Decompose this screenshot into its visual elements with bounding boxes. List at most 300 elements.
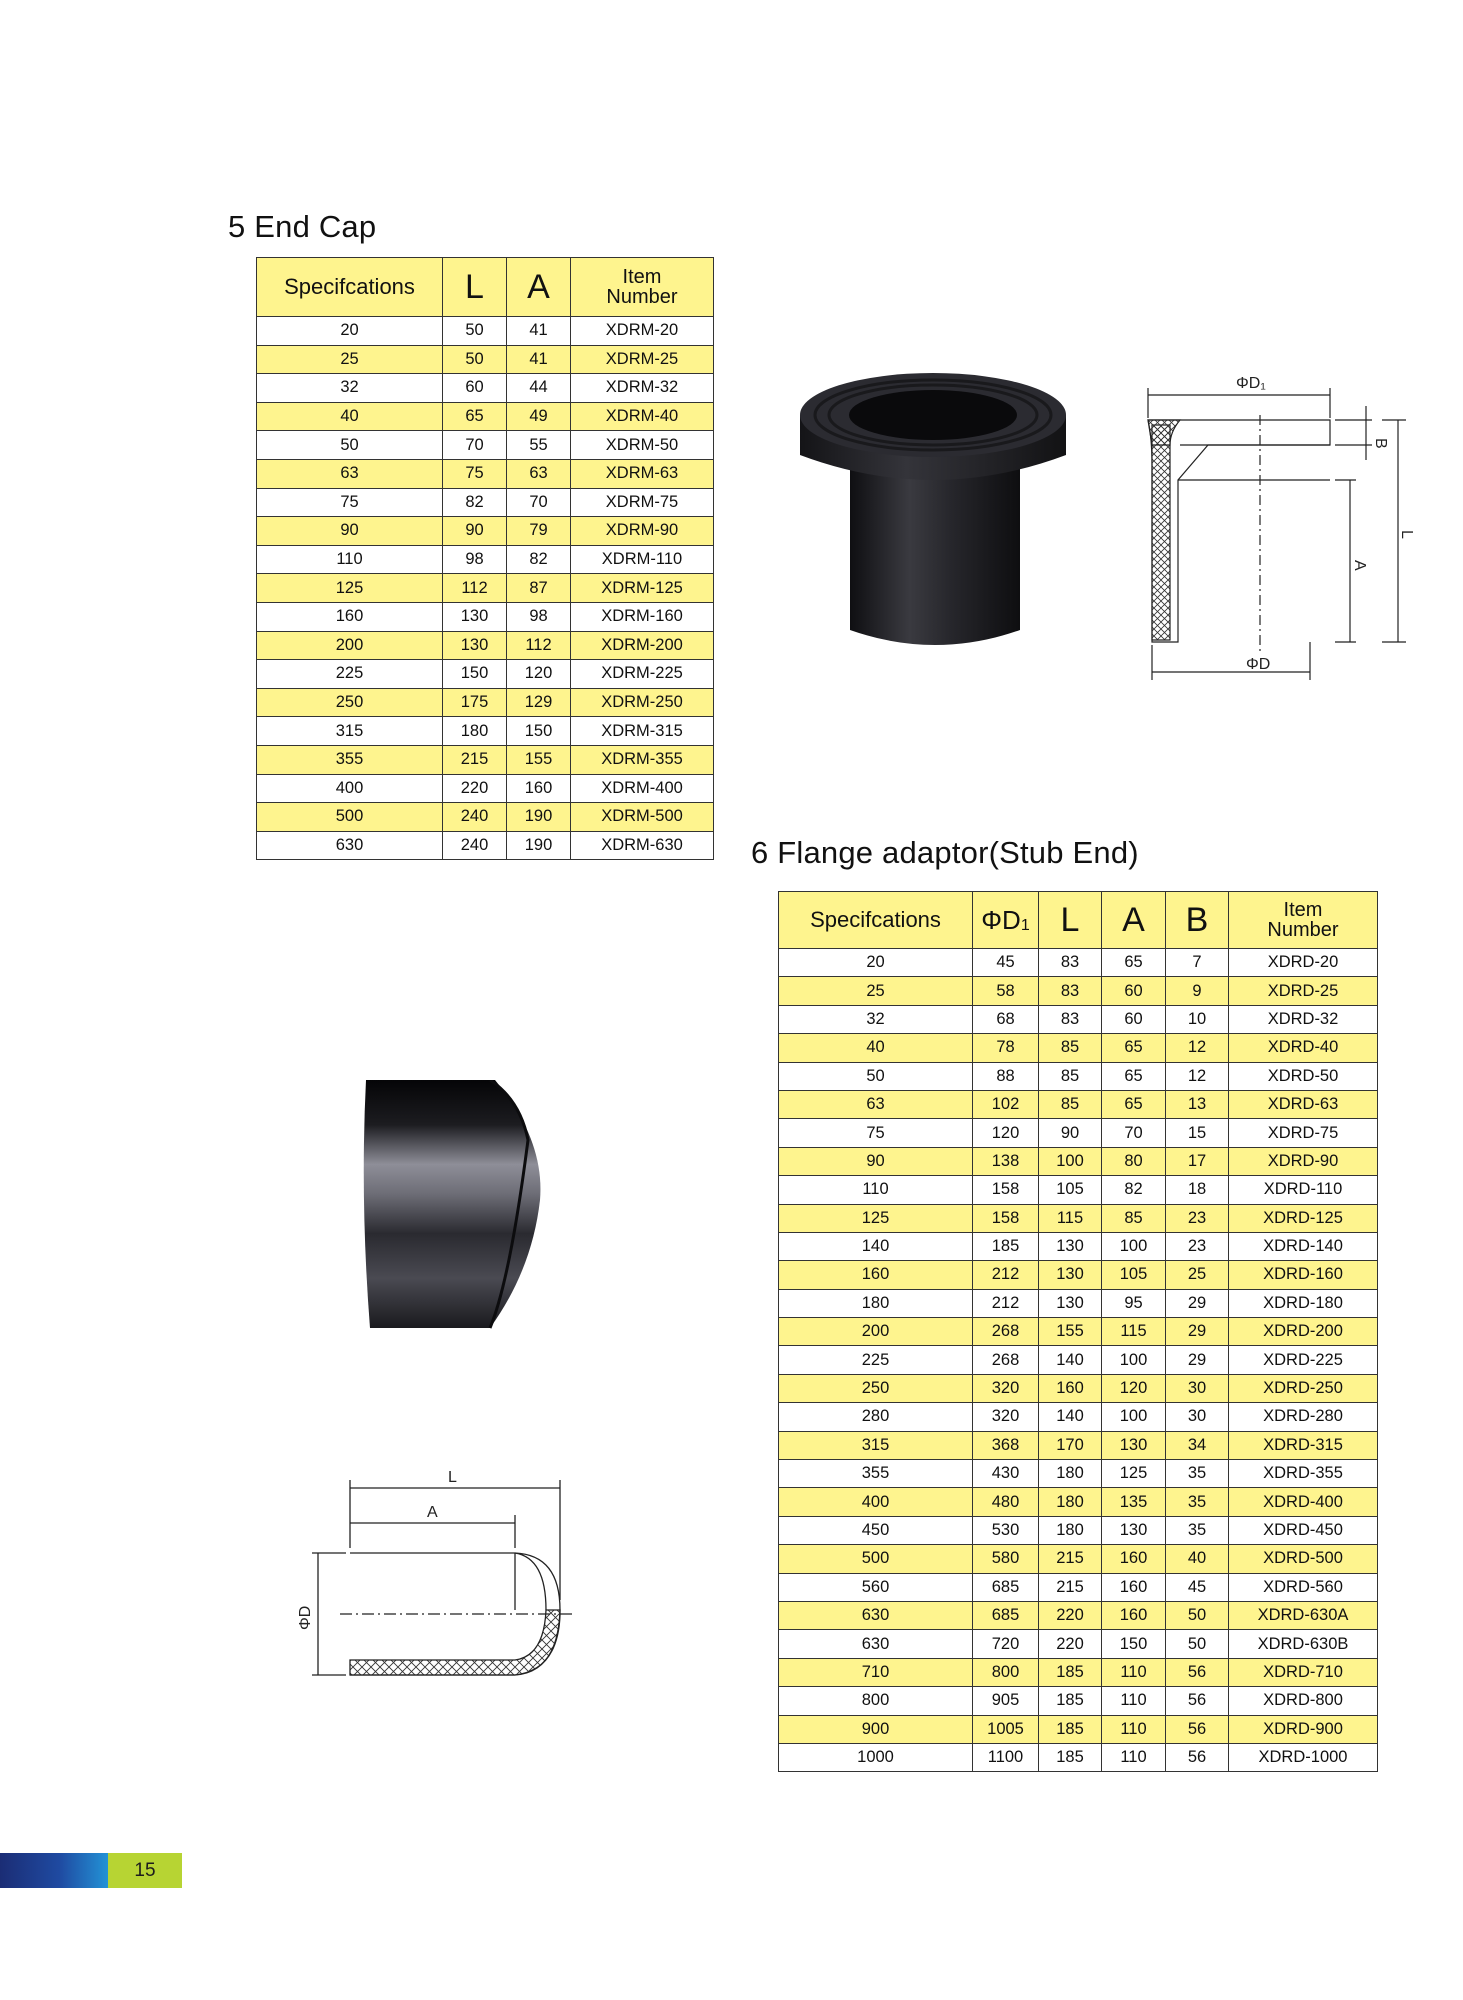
flange-adaptor-cell: 100: [1039, 1147, 1102, 1175]
end-cap-cell: 240: [443, 803, 507, 832]
flange-adaptor-cell: XDRD-560: [1229, 1573, 1378, 1601]
flange-adaptor-cell: XDRD-50: [1229, 1062, 1378, 1090]
flange-adaptor-cell: 110: [779, 1176, 973, 1204]
flange-adaptor-cell: 56: [1166, 1687, 1229, 1715]
flange-adaptor-cell: 320: [973, 1374, 1039, 1402]
flange-adaptor-cell: 82: [1102, 1176, 1166, 1204]
flange-adaptor-cell: 630: [779, 1630, 973, 1658]
table-row: [257, 631, 714, 660]
flange-diagram-label-d: ΦD: [1246, 656, 1271, 673]
flange-adaptor-cell: 200: [779, 1318, 973, 1346]
table-row: [779, 1743, 1378, 1771]
end-cap-cell: 110: [257, 545, 443, 574]
end-cap-cell: 355: [257, 745, 443, 774]
flange-adaptor-cell: XDRD-800: [1229, 1687, 1378, 1715]
flange-adaptor-cell: 80: [1102, 1147, 1166, 1175]
flange-adaptor-cell: 185: [1039, 1743, 1102, 1771]
flange-adaptor-cell: 185: [1039, 1658, 1102, 1686]
end-cap-cell: 120: [507, 660, 571, 689]
flange-adaptor-cell: 160: [1102, 1601, 1166, 1629]
flange-adaptor-cell: 215: [1039, 1545, 1102, 1573]
flange-adaptor-cell: 1005: [973, 1715, 1039, 1743]
flange-adaptor-cell: 50: [779, 1062, 973, 1090]
flange-adaptor-cell: 50: [1166, 1601, 1229, 1629]
flange-adaptor-cell: 88: [973, 1062, 1039, 1090]
footer-color-bar: [0, 1853, 108, 1888]
end-cap-cell: 180: [443, 717, 507, 746]
flange-adaptor-cell: 29: [1166, 1289, 1229, 1317]
table-row: [257, 517, 714, 546]
table-row: [779, 1005, 1378, 1033]
flange-adaptor-cell: 185: [973, 1232, 1039, 1260]
end-cap-cell: XDRM-225: [571, 660, 714, 689]
flange-adaptor-cell: 110: [1102, 1715, 1166, 1743]
flange-adaptor-cell: 30: [1166, 1374, 1229, 1402]
table-row: [257, 345, 714, 374]
table-row: [779, 1715, 1378, 1743]
flange-adaptor-cell: XDRD-75: [1229, 1119, 1378, 1147]
flange-adaptor-cell: XDRD-32: [1229, 1005, 1378, 1033]
page-number: 15: [108, 1853, 182, 1888]
flange-adaptor-cell: 160: [1039, 1374, 1102, 1402]
flange-adaptor-table-body: [779, 949, 1378, 1772]
flange-adaptor-cell: XDRD-25: [1229, 977, 1378, 1005]
flange-adaptor-cell: 9: [1166, 977, 1229, 1005]
end-cap-cell: 50: [443, 345, 507, 374]
flange-adaptor-title: 6 Flange adaptor(Stub End): [751, 835, 1139, 870]
flange-adaptor-cell: 65: [1102, 1090, 1166, 1118]
end-cap-table-body: [257, 317, 714, 860]
flange-adaptor-cell: 30: [1166, 1403, 1229, 1431]
flange-adaptor-cell: XDRD-710: [1229, 1658, 1378, 1686]
table-row: [257, 431, 714, 460]
end-cap-cell: 70: [443, 431, 507, 460]
end-cap-cell: 63: [257, 459, 443, 488]
table-row: [779, 1346, 1378, 1374]
flange-adaptor-cell: 65: [1102, 949, 1166, 977]
end-cap-cell: XDRM-40: [571, 402, 714, 431]
end-cap-cell: 90: [257, 517, 443, 546]
end-cap-header-0: Specifcations: [257, 258, 443, 317]
end-cap-cell: 500: [257, 803, 443, 832]
end-cap-cell: XDRM-63: [571, 459, 714, 488]
flange-adaptor-cell: 40: [779, 1034, 973, 1062]
flange-adaptor-cell: 500: [779, 1545, 973, 1573]
flange-adaptor-cell: 140: [1039, 1346, 1102, 1374]
flange-adaptor-cell: 29: [1166, 1318, 1229, 1346]
flange-adaptor-cell: 120: [1102, 1374, 1166, 1402]
end-cap-cell: 60: [443, 374, 507, 403]
table-row: [257, 488, 714, 517]
end-cap-cell: 55: [507, 431, 571, 460]
end-cap-cell: XDRM-160: [571, 602, 714, 631]
flange-adaptor-cell: XDRD-63: [1229, 1090, 1378, 1118]
end-cap-cell: 44: [507, 374, 571, 403]
table-row: [779, 1516, 1378, 1544]
flange-adaptor-cell: 180: [1039, 1460, 1102, 1488]
flange-adaptor-cell: XDRD-450: [1229, 1516, 1378, 1544]
end-cap-cell: XDRM-200: [571, 631, 714, 660]
flange-diagram-label-d1: ΦD₁: [1236, 375, 1266, 392]
flange-adaptor-cell: 280: [779, 1403, 973, 1431]
flange-adaptor-cell: 900: [779, 1715, 973, 1743]
end-cap-header-2: A: [507, 258, 571, 317]
end-cap-cell: 90: [443, 517, 507, 546]
table-row: [779, 1119, 1378, 1147]
flange-adaptor-header-3: A: [1102, 892, 1166, 949]
flange-adaptor-cell: 60: [1102, 977, 1166, 1005]
end-cap-cell: XDRM-355: [571, 745, 714, 774]
flange-adaptor-cell: 160: [1102, 1545, 1166, 1573]
table-row: [257, 574, 714, 603]
table-row: [779, 1090, 1378, 1118]
flange-adaptor-cell: 18: [1166, 1176, 1229, 1204]
flange-diagram-label-a: A: [1351, 560, 1368, 571]
flange-adaptor-cell: 685: [973, 1601, 1039, 1629]
flange-adaptor-cell: 25: [1166, 1261, 1229, 1289]
flange-adaptor-cell: XDRD-225: [1229, 1346, 1378, 1374]
flange-adaptor-cell: XDRD-250: [1229, 1374, 1378, 1402]
flange-adaptor-cell: 85: [1039, 1090, 1102, 1118]
end-cap-cell: 160: [507, 774, 571, 803]
flange-adaptor-cell: 115: [1039, 1204, 1102, 1232]
flange-adaptor-cell: 158: [973, 1176, 1039, 1204]
table-row: [779, 1687, 1378, 1715]
end-cap-cell: 75: [257, 488, 443, 517]
flange-adaptor-cell: 685: [973, 1573, 1039, 1601]
flange-adaptor-cell: 100: [1102, 1403, 1166, 1431]
table-row: [257, 374, 714, 403]
end-cap-cell: 150: [443, 660, 507, 689]
flange-adaptor-cell: 65: [1102, 1034, 1166, 1062]
end-cap-cell: 250: [257, 688, 443, 717]
end-cap-cell: XDRM-110: [571, 545, 714, 574]
end-cap-cell: 70: [507, 488, 571, 517]
table-row: [257, 831, 714, 860]
flange-adaptor-cell: 158: [973, 1204, 1039, 1232]
flange-adaptor-cell: 155: [1039, 1318, 1102, 1346]
flange-adaptor-cell: 10: [1166, 1005, 1229, 1033]
flange-adaptor-cell: XDRD-125: [1229, 1204, 1378, 1232]
end-cap-cell: XDRM-32: [571, 374, 714, 403]
end-cap-cell: 40: [257, 402, 443, 431]
end-cap-cell: 41: [507, 317, 571, 346]
flange-adaptor-header-2: L: [1039, 892, 1102, 949]
flange-adaptor-cell: 85: [1039, 1062, 1102, 1090]
table-row: [257, 602, 714, 631]
flange-adaptor-cell: 65: [1102, 1062, 1166, 1090]
flange-adaptor-cell: 180: [1039, 1488, 1102, 1516]
end-cap-cell: XDRM-400: [571, 774, 714, 803]
flange-adaptor-cell: 17: [1166, 1147, 1229, 1175]
flange-adaptor-cell: 100: [1102, 1346, 1166, 1374]
flange-adaptor-cell: XDRD-400: [1229, 1488, 1378, 1516]
flange-adaptor-cell: 580: [973, 1545, 1039, 1573]
flange-adaptor-header-4: B: [1166, 892, 1229, 949]
flange-adaptor-cell: 215: [1039, 1573, 1102, 1601]
flange-adaptor-cell: 140: [779, 1232, 973, 1260]
flange-adaptor-cell: 560: [779, 1573, 973, 1601]
end-cap-cell: 240: [443, 831, 507, 860]
flange-adaptor-cell: XDRD-630B: [1229, 1630, 1378, 1658]
table-row: [257, 774, 714, 803]
table-row: [779, 1601, 1378, 1629]
end-cap-table-header: [257, 258, 714, 317]
flange-adaptor-cell: 90: [779, 1147, 973, 1175]
end-cap-cell: 75: [443, 459, 507, 488]
end-cap-cell: 160: [257, 602, 443, 631]
flange-adaptor-cell: 530: [973, 1516, 1039, 1544]
table-row: [257, 660, 714, 689]
flange-adaptor-cell: 185: [1039, 1687, 1102, 1715]
flange-adaptor-cell: 13: [1166, 1090, 1229, 1118]
flange-adaptor-cell: 160: [1102, 1573, 1166, 1601]
flange-adaptor-cell: 170: [1039, 1431, 1102, 1459]
table-row: [779, 1630, 1378, 1658]
flange-adaptor-cell: 130: [1102, 1516, 1166, 1544]
flange-adaptor-cell: XDRD-315: [1229, 1431, 1378, 1459]
flange-adaptor-cell: 25: [779, 977, 973, 1005]
flange-diagram-label-l: L: [1398, 530, 1415, 539]
flange-adaptor-cell: 800: [779, 1687, 973, 1715]
flange-adaptor-cell: 32: [779, 1005, 973, 1033]
flange-adaptor-cell: 220: [1039, 1630, 1102, 1658]
flange-adaptor-cell: 480: [973, 1488, 1039, 1516]
end-cap-cell: 98: [507, 602, 571, 631]
end-cap-cell: 130: [443, 602, 507, 631]
flange-adaptor-cell: 130: [1039, 1289, 1102, 1317]
flange-adaptor-cell: 1000: [779, 1743, 973, 1771]
flange-adaptor-cell: 35: [1166, 1460, 1229, 1488]
flange-adaptor-header-0: Specifcations: [779, 892, 973, 949]
table-row: [257, 317, 714, 346]
flange-adaptor-cell: 180: [1039, 1516, 1102, 1544]
end-cap-cell: 20: [257, 317, 443, 346]
table-row: [779, 1374, 1378, 1402]
end-cap-diagram: [290, 1460, 580, 1690]
flange-adaptor-cell: XDRD-20: [1229, 949, 1378, 977]
flange-adaptor-cell: 23: [1166, 1204, 1229, 1232]
flange-adaptor-cell: 83: [1039, 1005, 1102, 1033]
end-cap-cell: 400: [257, 774, 443, 803]
flange-adaptor-cell: 12: [1166, 1034, 1229, 1062]
flange-adaptor-cell: XDRD-355: [1229, 1460, 1378, 1488]
flange-adaptor-cell: 60: [1102, 1005, 1166, 1033]
end-cap-cell: XDRM-315: [571, 717, 714, 746]
end-cap-cell: XDRM-75: [571, 488, 714, 517]
flange-adaptor-cell: 140: [1039, 1403, 1102, 1431]
flange-adaptor-cell: 268: [973, 1346, 1039, 1374]
flange-adaptor-cell: 105: [1039, 1176, 1102, 1204]
flange-adaptor-cell: XDRD-160: [1229, 1261, 1378, 1289]
flange-adaptor-cell: 212: [973, 1289, 1039, 1317]
table-row: [779, 1062, 1378, 1090]
end-cap-cell: 315: [257, 717, 443, 746]
table-row: [257, 402, 714, 431]
end-cap-cell: 200: [257, 631, 443, 660]
table-row: [779, 1403, 1378, 1431]
end-cap-cell: 98: [443, 545, 507, 574]
end-cap-cell: 112: [443, 574, 507, 603]
end-cap-cell: XDRM-630: [571, 831, 714, 860]
end-cap-cell: 65: [443, 402, 507, 431]
end-cap-cell: 32: [257, 374, 443, 403]
flange-adaptor-cell: 110: [1102, 1687, 1166, 1715]
flange-adaptor-photo: [790, 360, 1075, 660]
flange-adaptor-cell: 315: [779, 1431, 973, 1459]
table-row: [779, 1545, 1378, 1573]
end-cap-diagram-label-a: A: [427, 1504, 438, 1521]
flange-adaptor-cell: 225: [779, 1346, 973, 1374]
flange-adaptor-cell: 70: [1102, 1119, 1166, 1147]
table-row: [257, 545, 714, 574]
flange-adaptor-table: [778, 891, 1378, 1772]
flange-adaptor-cell: 78: [973, 1034, 1039, 1062]
end-cap-cell: XDRM-125: [571, 574, 714, 603]
flange-adaptor-cell: 50: [1166, 1630, 1229, 1658]
end-cap-cell: 79: [507, 517, 571, 546]
end-cap-cell: XDRM-25: [571, 345, 714, 374]
flange-adaptor-cell: 160: [779, 1261, 973, 1289]
end-cap-cell: 150: [507, 717, 571, 746]
end-cap-table: [256, 257, 714, 860]
end-cap-cell: XDRM-90: [571, 517, 714, 546]
flange-adaptor-cell: 40: [1166, 1545, 1229, 1573]
flange-adaptor-cell: 75: [779, 1119, 973, 1147]
table-row: [779, 977, 1378, 1005]
end-cap-cell: 82: [443, 488, 507, 517]
end-cap-cell: 190: [507, 803, 571, 832]
flange-adaptor-cell: 20: [779, 949, 973, 977]
flange-adaptor-cell: XDRD-90: [1229, 1147, 1378, 1175]
flange-adaptor-cell: 7: [1166, 949, 1229, 977]
end-cap-cell: 82: [507, 545, 571, 574]
end-cap-cell: 155: [507, 745, 571, 774]
flange-adaptor-cell: 130: [1039, 1232, 1102, 1260]
flange-adaptor-cell: 23: [1166, 1232, 1229, 1260]
flange-adaptor-cell: 268: [973, 1318, 1039, 1346]
end-cap-cell: 87: [507, 574, 571, 603]
flange-adaptor-cell: 450: [779, 1516, 973, 1544]
flange-adaptor-cell: 320: [973, 1403, 1039, 1431]
flange-adaptor-cell: 90: [1039, 1119, 1102, 1147]
table-row: [779, 949, 1378, 977]
table-row: [779, 1318, 1378, 1346]
flange-adaptor-cell: 110: [1102, 1658, 1166, 1686]
end-cap-cell: 41: [507, 345, 571, 374]
end-cap-cell: XDRM-20: [571, 317, 714, 346]
flange-adaptor-cell: 45: [1166, 1573, 1229, 1601]
end-cap-cell: 49: [507, 402, 571, 431]
table-row: [779, 1147, 1378, 1175]
end-cap-cell: 215: [443, 745, 507, 774]
flange-adaptor-cell: 29: [1166, 1346, 1229, 1374]
flange-adaptor-cell: XDRD-180: [1229, 1289, 1378, 1317]
flange-adaptor-cell: 56: [1166, 1715, 1229, 1743]
end-cap-cell: 175: [443, 688, 507, 717]
table-row: [779, 1460, 1378, 1488]
end-cap-photo: [360, 1080, 550, 1335]
table-row: [779, 1232, 1378, 1260]
end-cap-cell: 220: [443, 774, 507, 803]
flange-adaptor-cell: XDRD-110: [1229, 1176, 1378, 1204]
flange-adaptor-cell: 12: [1166, 1062, 1229, 1090]
flange-adaptor-cell: 130: [1102, 1431, 1166, 1459]
flange-adaptor-cell: 180: [779, 1289, 973, 1317]
flange-adaptor-cell: XDRD-630A: [1229, 1601, 1378, 1629]
table-row: [257, 803, 714, 832]
end-cap-cell: 25: [257, 345, 443, 374]
table-row: [257, 745, 714, 774]
flange-adaptor-cell: 100: [1102, 1232, 1166, 1260]
flange-adaptor-cell: 35: [1166, 1516, 1229, 1544]
flange-adaptor-cell: 85: [1102, 1204, 1166, 1232]
flange-adaptor-cell: 115: [1102, 1318, 1166, 1346]
flange-adaptor-diagram: [1140, 370, 1430, 700]
flange-adaptor-cell: 58: [973, 977, 1039, 1005]
end-cap-cell: 630: [257, 831, 443, 860]
flange-adaptor-cell: XDRD-280: [1229, 1403, 1378, 1431]
flange-adaptor-cell: 95: [1102, 1289, 1166, 1317]
table-row: [779, 1289, 1378, 1317]
end-cap-cell: 130: [443, 631, 507, 660]
flange-adaptor-cell: 185: [1039, 1715, 1102, 1743]
flange-adaptor-cell: 400: [779, 1488, 973, 1516]
flange-adaptor-cell: 220: [1039, 1601, 1102, 1629]
table-row: [779, 1431, 1378, 1459]
end-cap-cell: 50: [257, 431, 443, 460]
flange-adaptor-cell: 105: [1102, 1261, 1166, 1289]
flange-adaptor-cell: 905: [973, 1687, 1039, 1715]
end-cap-cell: 225: [257, 660, 443, 689]
flange-adaptor-cell: 120: [973, 1119, 1039, 1147]
end-cap-cell: XDRM-50: [571, 431, 714, 460]
end-cap-title: 5 End Cap: [228, 209, 377, 244]
end-cap-cell: XDRM-250: [571, 688, 714, 717]
table-row: [779, 1176, 1378, 1204]
flange-adaptor-cell: 150: [1102, 1630, 1166, 1658]
flange-adaptor-cell: 800: [973, 1658, 1039, 1686]
table-row: [257, 459, 714, 488]
flange-adaptor-cell: 83: [1039, 977, 1102, 1005]
flange-adaptor-cell: 56: [1166, 1743, 1229, 1771]
end-cap-header-3: Item Number: [571, 258, 714, 317]
flange-adaptor-cell: 68: [973, 1005, 1039, 1033]
flange-adaptor-cell: 102: [973, 1090, 1039, 1118]
flange-adaptor-cell: 430: [973, 1460, 1039, 1488]
table-row: [779, 1658, 1378, 1686]
table-row: [779, 1573, 1378, 1601]
flange-adaptor-cell: XDRD-900: [1229, 1715, 1378, 1743]
flange-adaptor-cell: XDRD-140: [1229, 1232, 1378, 1260]
flange-adaptor-cell: 138: [973, 1147, 1039, 1175]
flange-adaptor-cell: 56: [1166, 1658, 1229, 1686]
flange-adaptor-cell: 83: [1039, 949, 1102, 977]
flange-adaptor-cell: XDRD-200: [1229, 1318, 1378, 1346]
flange-adaptor-cell: 710: [779, 1658, 973, 1686]
end-cap-diagram-label-l: L: [448, 1469, 457, 1486]
flange-adaptor-cell: 125: [779, 1204, 973, 1232]
end-cap-cell: 125: [257, 574, 443, 603]
flange-adaptor-cell: 130: [1039, 1261, 1102, 1289]
flange-adaptor-cell: XDRD-1000: [1229, 1743, 1378, 1771]
table-row: [779, 1488, 1378, 1516]
end-cap-cell: 63: [507, 459, 571, 488]
flange-adaptor-cell: 34: [1166, 1431, 1229, 1459]
flange-adaptor-cell: 125: [1102, 1460, 1166, 1488]
end-cap-cell: 50: [443, 317, 507, 346]
flange-adaptor-cell: 45: [973, 949, 1039, 977]
